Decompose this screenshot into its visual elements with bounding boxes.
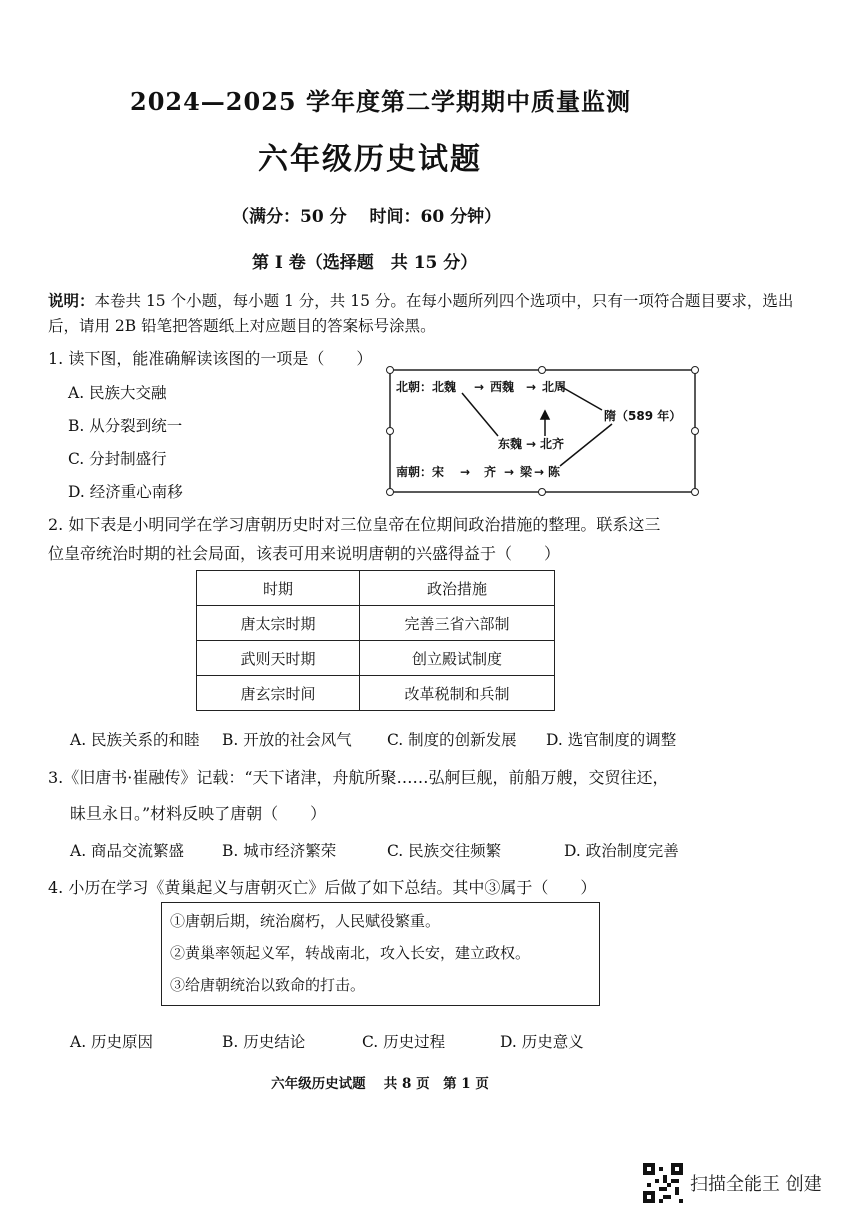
q4-summary-line: ①唐朝后期，统治腐朽，人民赋役繁重。 (170, 912, 441, 930)
arrow-icon: → (504, 465, 515, 479)
qr-code-icon (643, 1163, 683, 1203)
q1-dynasty-diagram (380, 360, 700, 500)
table-row (197, 676, 555, 711)
diagram-arrow-line (462, 393, 498, 436)
arrow-icon: → (474, 380, 485, 394)
q4-option-c[interactable]: C. 历史过程 (362, 1033, 446, 1051)
diagram-arrowhead-icon (541, 411, 549, 419)
q2-option-b[interactable]: B. 开放的社会风气 (222, 731, 352, 749)
q3-option-b[interactable]: B. 城市经济繁荣 (222, 842, 337, 860)
scanner-watermark: 扫描全能王 创建 (690, 1174, 822, 1195)
table-cell: 改革税制和兵制 (360, 676, 555, 711)
q4-option-b[interactable]: B. 历史结论 (222, 1033, 306, 1051)
diagram-arrow-line (560, 386, 602, 410)
q1-option-d[interactable]: D. 经济重心南移 (68, 483, 183, 501)
arrow-icon: → (460, 465, 471, 479)
q3-option-d[interactable]: D. 政治制度完善 (564, 842, 679, 860)
q2-option-d[interactable]: D. 选官制度的调整 (546, 731, 677, 749)
q3-option-a[interactable]: A. 商品交流繁盛 (70, 842, 185, 860)
q4-summary-line: ③给唐朝统治以致命的打击。 (170, 976, 366, 994)
table-header-row (197, 571, 555, 606)
section-title: 第 I 卷（选择题 共 15 分） (252, 253, 478, 273)
table-cell: 创立殿试制度 (360, 641, 555, 676)
arrow-icon: → (534, 465, 545, 479)
q4-summary-line: ②黄巢率领起义军，转战南北，攻入长安，建立政权。 (170, 944, 531, 962)
instructions-text: 本卷共 15 个小题，每小题 1 分，共 15 分。在每小题所列四个选项中，只有一项符合题目要求，选出后，请用 2B 铅笔把答题纸上对应题目的答案标号涂黑。 (48, 292, 794, 335)
q1-option-b[interactable]: B. 从分裂到统一 (68, 417, 183, 435)
table-row (197, 641, 555, 676)
q2-option-c[interactable]: C. 制度的创新发展 (387, 731, 517, 749)
q1-option-a[interactable]: A. 民族大交融 (68, 384, 167, 402)
q4-option-a[interactable]: A. 历史原因 (70, 1033, 154, 1051)
instructions-lead: 说明： (48, 291, 95, 310)
north-dynasties-label: 北朝：北魏 (396, 380, 457, 394)
subject-title: 六年级历史试题 (258, 142, 482, 177)
q1-option-c[interactable]: C. 分封制盛行 (68, 450, 167, 468)
qi-label: 齐 (484, 465, 497, 479)
west-wei-label: 西魏 (490, 380, 515, 394)
table-cell: 唐太宗时期 (197, 606, 360, 641)
q2-option-a[interactable]: A. 民族关系的和睦 (70, 731, 200, 749)
q2-stem-line1: 2. 如下表是小明同学在学习唐朝历史时对三位皇帝在位期间政治措施的整理。联系这三 (48, 515, 661, 534)
east-wei-label: 东魏 (498, 437, 523, 451)
q3-stem-line2: 昧旦永日。”材料反映了唐朝（ ） (70, 804, 327, 823)
q3-option-c[interactable]: C. 民族交往频繁 (387, 842, 502, 860)
chen-label: 陈 (548, 465, 561, 479)
south-dynasties-label: 南朝：宋 (396, 465, 445, 479)
table-header-period: 时期 (197, 571, 360, 606)
north-zhou-label: 北周 (542, 380, 567, 394)
q3-stem-line1: 3.《旧唐书·崔融传》记载：“天下诸津，舟航所聚……弘舸巨舰，前船万艘，交贸往还， (48, 768, 669, 787)
q2-stem-line2: 位皇帝统治时期的社会局面，该表可用来说明唐朝的兴盛得益于（ ） (48, 544, 561, 563)
exam-meta: （满分：50 分 时间：60 分钟） (232, 207, 502, 227)
exam-title: 2024—2025 学年度第二学期期中质量监测 (130, 87, 631, 116)
table-cell: 完善三省六部制 (360, 606, 555, 641)
q1-stem: 1. 读下图，能准确解读该图的一项是（ ） (48, 349, 373, 368)
table-header-measures: 政治措施 (360, 571, 555, 606)
q4-option-d[interactable]: D. 历史意义 (500, 1033, 584, 1051)
diagram-arrow-line (560, 424, 612, 466)
q4-stem: 4. 小历在学习《黄巢起义与唐朝灭亡》后做了如下总结。其中③属于（ ） (48, 878, 597, 897)
sui-label: 隋（589 年） (604, 409, 682, 423)
instructions (48, 288, 818, 339)
table-cell: 唐玄宗时间 (197, 676, 360, 711)
arrow-icon: → (526, 437, 537, 451)
q2-table (196, 570, 555, 711)
north-qi-label: 北齐 (540, 437, 565, 451)
page-footer: 六年级历史试题 共 8 页 第 1 页 (271, 1076, 489, 1092)
table-row (197, 606, 555, 641)
table-cell: 武则天时期 (197, 641, 360, 676)
arrow-icon: → (526, 380, 537, 394)
q4-summary-box (161, 902, 600, 1006)
liang-label: 梁 (520, 465, 533, 479)
